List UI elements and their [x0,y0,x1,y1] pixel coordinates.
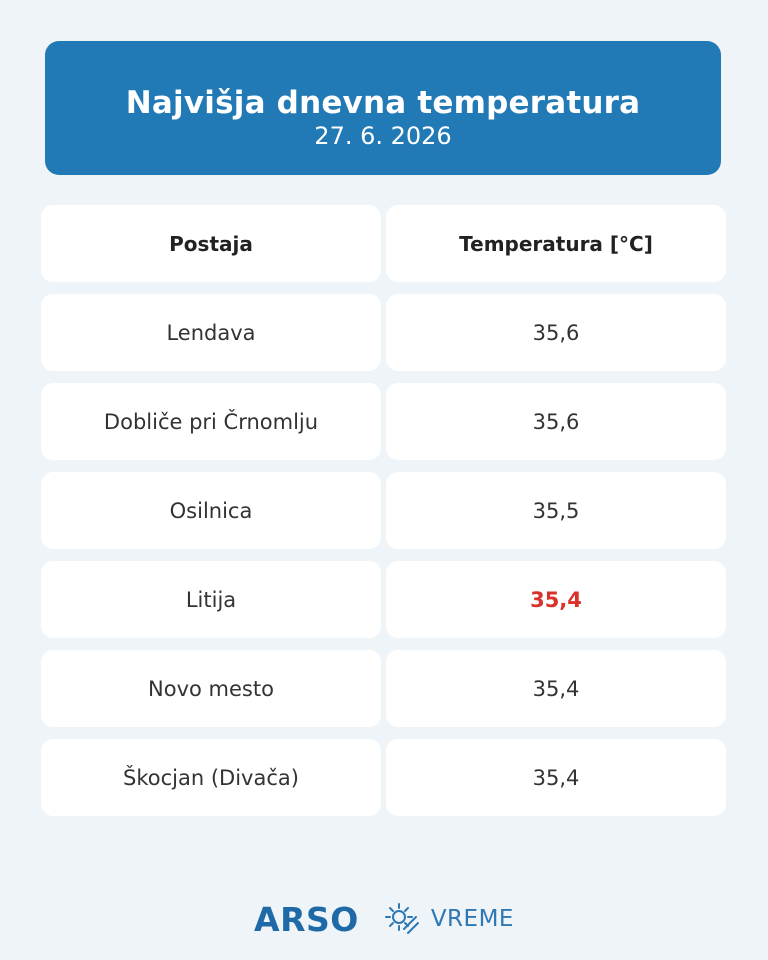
sun-cloud-icon [385,902,419,936]
footer [0,894,768,944]
table-row [41,650,726,727]
temperature-cell: 35,6 [386,294,726,371]
station-cell: Lendava [41,294,381,371]
table-row [41,739,726,816]
table-row [41,472,726,549]
temperature-table [41,205,726,828]
temperature-cell: 35,4 [386,650,726,727]
page-date: 27. 6. 2026 [314,122,452,150]
station-cell: Osilnica [41,472,381,549]
header-banner [45,41,721,175]
table-header-row [41,205,726,282]
temperature-cell-highlighted: 35,4 [386,561,726,638]
temperature-cell: 35,4 [386,739,726,816]
vreme-label: VREME [430,906,514,932]
column-header-temperature: Temperatura [°C] [386,205,726,282]
arso-logo: ARSO [254,899,359,939]
table-row [41,561,726,638]
table-row [41,383,726,460]
station-cell: Novo mesto [41,650,381,727]
column-header-station: Postaja [41,205,381,282]
table-row [41,294,726,371]
station-cell: Škocjan (Divača) [41,739,381,816]
page-title: Najvišja dnevna temperatura [125,85,641,121]
temperature-cell: 35,5 [386,472,726,549]
temperature-cell: 35,6 [386,383,726,460]
station-cell: Litija [41,561,381,638]
station-cell: Dobliče pri Črnomlju [41,383,381,460]
